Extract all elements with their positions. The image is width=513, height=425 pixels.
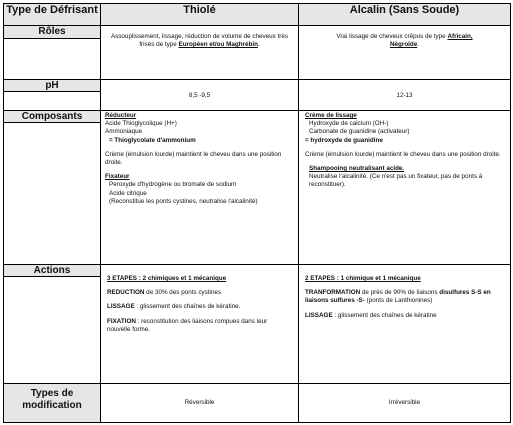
actions-label: Actions — [4, 265, 101, 277]
row-roles — [4, 26, 511, 39]
actions-thiole: 3 ETAPES : 2 chimiques et 1 mécanique REDUCTION de 30% des ponts cystines LISSAGE : glissement des chaînes de kératine. FIXATION : reconstitution des liaisons rompues dans leur nouvelle forme. — [101, 265, 299, 384]
ph-label: pH — [4, 80, 101, 92]
ph-alcalin: 12-13 — [299, 80, 511, 111]
composants-thiole: Réducteur Acide Thioglycolique (H+) Ammoniaque = Thioglycolate d'ammonium Crème (émulsion lourde) maintient le cheveu dans une position droite. Fixateur Peroxyde d'hydrogène ou bromate de sodium Acide citrique (Reconstitue les ponts cystines, neutralise l'alcalinité) — [101, 111, 299, 265]
row-ph — [4, 80, 511, 92]
header-thiole: Thiolé — [101, 4, 299, 26]
composants-label: Composants — [4, 111, 101, 123]
composants-alcalin: Crème de lissage Hydroxyde de calcium (OH-) Carbonate de guanidine (activateur) = hydroxyde de guanidine Crème (émulsion lourde) maintient le cheveu dans une position droite. Shampooing neutralisant acide. Neutralise l'alcalinité. (Ce n'est pas un fixateur, pas de ponts à reconstituer). — [299, 111, 511, 265]
row-actions — [4, 265, 511, 277]
types-alcalin: Irréversible — [299, 384, 511, 423]
actions-alcalin: 2 ETAPES : 1 chimique et 1 mécanique TRANFORMATION de près de 90% de liaisons disulfures S-S en liaisons sulfures -S- (ponts de Lanthionines) LISSAGE : glissement des chaînes de kératine — [299, 265, 511, 384]
comparison-table — [3, 3, 511, 423]
roles-thiole: Assouplissement, lissage, réduction de volume de cheveux très frisés de type Européen et/ou Maghrébin. — [101, 26, 299, 80]
header-type: Type de Défrisant — [4, 4, 101, 26]
types-label: Types de modification — [4, 384, 101, 423]
types-thiole: Réversible — [101, 384, 299, 423]
row-types — [4, 384, 511, 423]
header-alcalin: Alcalin (Sans Soude) — [299, 4, 511, 26]
ph-thiole: 8,5 -9,5 — [101, 80, 299, 111]
roles-label: Rôles — [4, 26, 101, 39]
roles-alcalin: Vrai lissage de cheveux crêpus de type Africain, Négroïde. — [299, 26, 511, 80]
row-composants — [4, 111, 511, 123]
header-row — [4, 4, 511, 26]
